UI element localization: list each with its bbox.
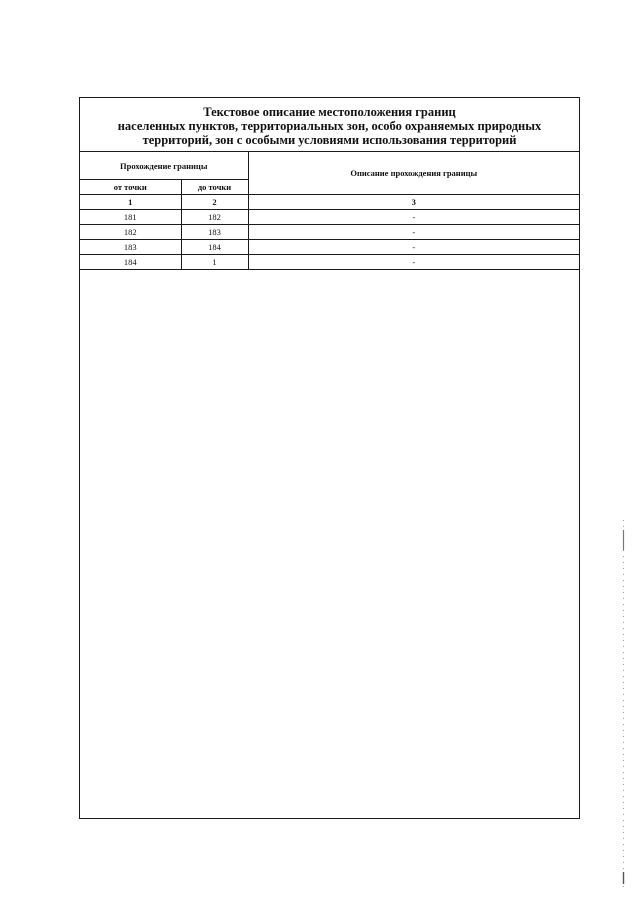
cell-to: 1	[181, 255, 248, 270]
column-number-2: 2	[181, 195, 248, 210]
cell-from: 184	[80, 255, 181, 270]
column-numbers-row	[80, 195, 579, 210]
scan-edge-marks	[622, 520, 625, 890]
document-title	[80, 98, 579, 152]
column-number-1: 1	[80, 195, 181, 210]
cell-to: 184	[181, 240, 248, 255]
table-row	[80, 240, 579, 255]
title-line-1: Текстовое описание местоположения границ	[203, 105, 456, 119]
boundary-table	[80, 152, 579, 270]
header-boundary-passage: Прохождение границы	[80, 152, 248, 180]
table-row	[80, 255, 579, 270]
cell-to: 183	[181, 225, 248, 240]
header-from-point: от точки	[80, 180, 181, 195]
table-header-row	[80, 152, 579, 180]
table-row	[80, 210, 579, 225]
cell-from: 182	[80, 225, 181, 240]
cell-description: -	[248, 225, 579, 240]
cell-from: 181	[80, 210, 181, 225]
header-to-point: до точки	[181, 180, 248, 195]
cell-to: 182	[181, 210, 248, 225]
cell-description: -	[248, 210, 579, 225]
document-frame	[79, 97, 580, 819]
title-line-3: территорий, зон с особыми условиями использования территорий	[142, 133, 517, 147]
title-line-2: населенных пунктов, территориальных зон, особо охраняемых природных	[117, 119, 542, 133]
column-number-3: 3	[248, 195, 579, 210]
cell-description: -	[248, 255, 579, 270]
cell-description: -	[248, 240, 579, 255]
table-row	[80, 225, 579, 240]
header-boundary-description: Описание прохождения границы	[248, 152, 579, 195]
cell-from: 183	[80, 240, 181, 255]
